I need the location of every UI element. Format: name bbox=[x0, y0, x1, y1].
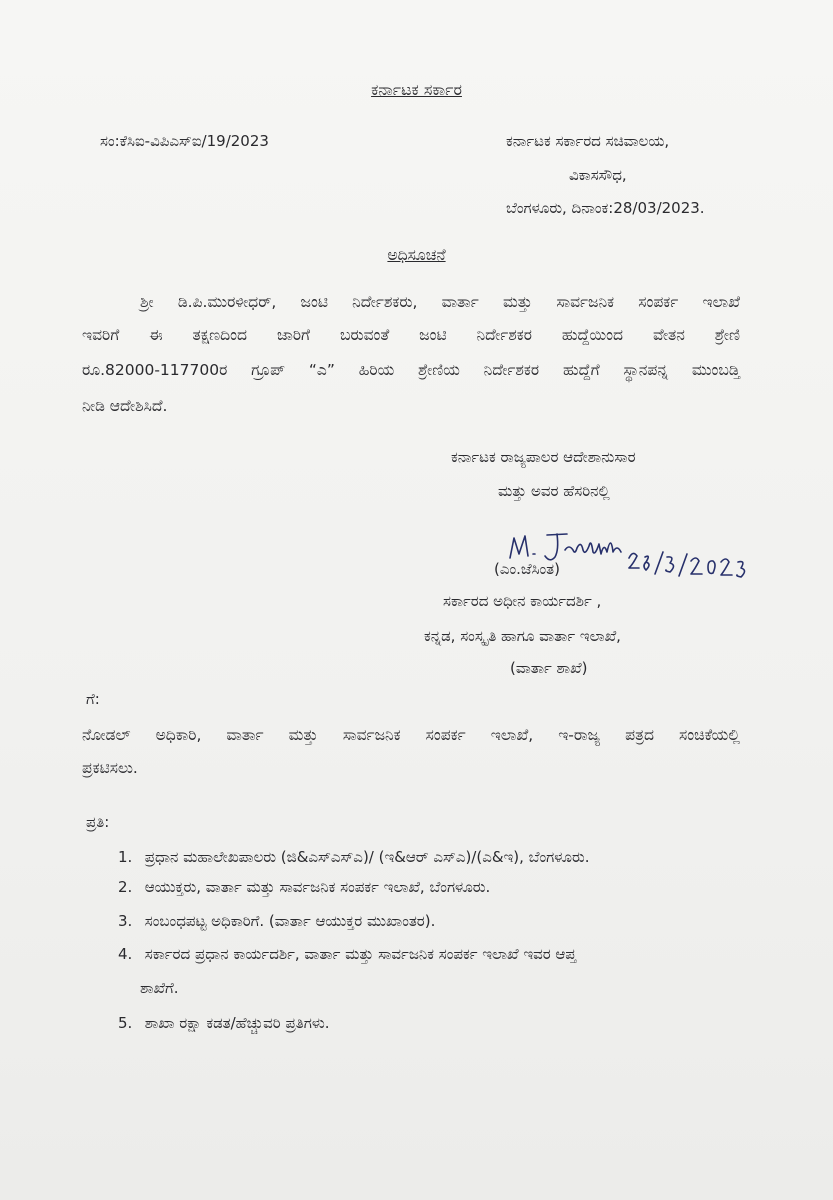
notification-line4: ನೀಡಿ ಆದೇಶಿಸಿದೆ. bbox=[82, 397, 168, 415]
copy-item bbox=[118, 848, 589, 866]
copy-item-text: ಪ್ರಧಾನ ಮಹಾಲೇಖಪಾಲರು (ಜಿ&ಎಸ್‌ಎಸ್‌ಎ)/ (ಇ&ಆರ್ ಎಸ್‌ಎ)/(ಎ&ಇ), ಬೆಂಗಳೂರು. bbox=[144, 848, 590, 866]
notification-line1: ಶ್ರೀ ಡಿ.ಪಿ.ಮುರಳೀಧರ್, ಜಂಟಿ ನಿರ್ದೇಶಕರು, ವಾರ್ತಾ ಮತ್ತು ಸಾರ್ವಜನಿಕ ಸಂಪರ್ಕ ಇಲಾಖೆ bbox=[140, 293, 740, 311]
signatory-name: (ಎಂ.ಜೆಸಿಂತ) bbox=[494, 560, 560, 578]
authority-line2: ಮತ್ತು ಅವರ ಹೆಸರಿನಲ್ಲಿ bbox=[498, 482, 610, 500]
authority-line1: ಕರ್ನಾಟಕ ರಾಜ್ಯಪಾಲರ ಆದೇಶಾನುಸಾರ bbox=[451, 448, 636, 466]
to-line1: ನೋಡಲ್ ಅಧಿಕಾರಿ, ವಾರ್ತಾ ಮತ್ತು ಸಾರ್ವಜನಿಕ ಸಂಪರ್ಕ ಇಲಾಖೆ, ಇ-ರಾಜ್ಯ ಪತ್ರದ ಸಂಚಿಕೆಯಲ್ಲಿ bbox=[82, 726, 740, 744]
copy-item-number: 2. bbox=[118, 878, 133, 896]
copy-item-text: ಸಂಬಂಧಪಟ್ಟ ಅಧಿಕಾರಿಗೆ. (ವಾರ್ತಾ ಆಯುಕ್ತರ ಮುಖಾಂತರ). bbox=[144, 912, 436, 930]
copy-item bbox=[118, 912, 435, 930]
notification-line3: ರೂ.82000-117700ರ ಗ್ರೂಪ್ “ಎ” ಹಿರಿಯ ಶ್ರೇಣಿಯ ನಿರ್ದೇಶಕರ ಹುದ್ದೆಗೆ ಸ್ಥಾನಪನ್ನ ಮುಂಬಡ್ತಿ bbox=[82, 361, 740, 379]
copy-item bbox=[118, 945, 740, 963]
reference-number: ಸಂ:ಕೆಸಿಐ-ವಿಪಿಎಸ್ಐ/19/2023 bbox=[100, 132, 269, 150]
copy-item-continuation: ಶಾಖೆಗೆ. bbox=[140, 979, 179, 997]
copy-label: ಪ್ರತಿ: bbox=[86, 813, 110, 831]
copy-item-text: ಆಯುಕ್ತರು, ವಾರ್ತಾ ಮತ್ತು ಸಾರ್ವಜನಿಕ ಸಂಪರ್ಕ ಇಲಾಖೆ, ಬೆಂಗಳೂರು. bbox=[144, 878, 491, 896]
signatory-designation2: ಕನ್ನಡ, ಸಂಸ್ಕೃತಿ ಹಾಗೂ ವಾರ್ತಾ ಇಲಾಖೆ, bbox=[424, 627, 621, 645]
to-line2: ಪ್ರಕಟಿಸಲು. bbox=[82, 759, 138, 777]
signatory-designation1: ಸರ್ಕಾರದ ಅಧೀನ ಕಾರ್ಯದರ್ಶಿ , bbox=[443, 592, 602, 610]
copy-item-text: ಸರ್ಕಾರದ ಪ್ರಧಾನ ಕಾರ್ಯದರ್ಶಿ, ವಾರ್ತಾ ಮತ್ತು ಸಾರ್ವಜನಿಕ ಸಂಪರ್ಕ ಇಲಾಖೆ ಇವರ ಆಪ್ತ bbox=[144, 945, 577, 963]
copy-item-number: 3. bbox=[118, 912, 133, 930]
to-label: ಗೆ: bbox=[86, 690, 100, 708]
copy-item-number: 4. bbox=[118, 945, 133, 963]
office-address-line2: ವಿಕಾಸಸೌಧ, bbox=[569, 166, 627, 184]
copy-item-number: 1. bbox=[118, 848, 133, 866]
copy-item bbox=[118, 1014, 330, 1032]
copy-item bbox=[118, 878, 490, 896]
notification-line2: ಇವರಿಗೆ ಈ ತಕ್ಷಣದಿಂದ ಜಾರಿಗೆ ಬರುವಂತೆ ಜಂಟಿ ನಿರ್ದೇಶಕರ ಹುದ್ದೆಯಿಂದ ವೇತನ ಶ್ರೇಣಿ bbox=[82, 326, 740, 344]
government-title: ಕರ್ನಾಟಕ ಸರ್ಕಾರ bbox=[371, 80, 462, 99]
date-line: ಬೆಂಗಳೂರು, ದಿನಾಂಕ:28/03/2023. bbox=[506, 199, 705, 217]
signatory-designation3: (ವಾರ್ತಾ ಶಾಖೆ) bbox=[510, 659, 588, 677]
copy-item-number: 5. bbox=[118, 1014, 133, 1032]
office-address-line1: ಕರ್ನಾಟಕ ಸರ್ಕಾರದ ಸಚಿವಾಲಯ, bbox=[506, 132, 670, 150]
copy-item-text: ಶಾಖಾ ರಕ್ಷಾ ಕಡತ/ಹೆಚ್ಚುವರಿ ಪ್ರತಿಗಳು. bbox=[144, 1014, 330, 1032]
notification-title: ಅಧಿಸೂಚನೆ bbox=[387, 246, 446, 264]
